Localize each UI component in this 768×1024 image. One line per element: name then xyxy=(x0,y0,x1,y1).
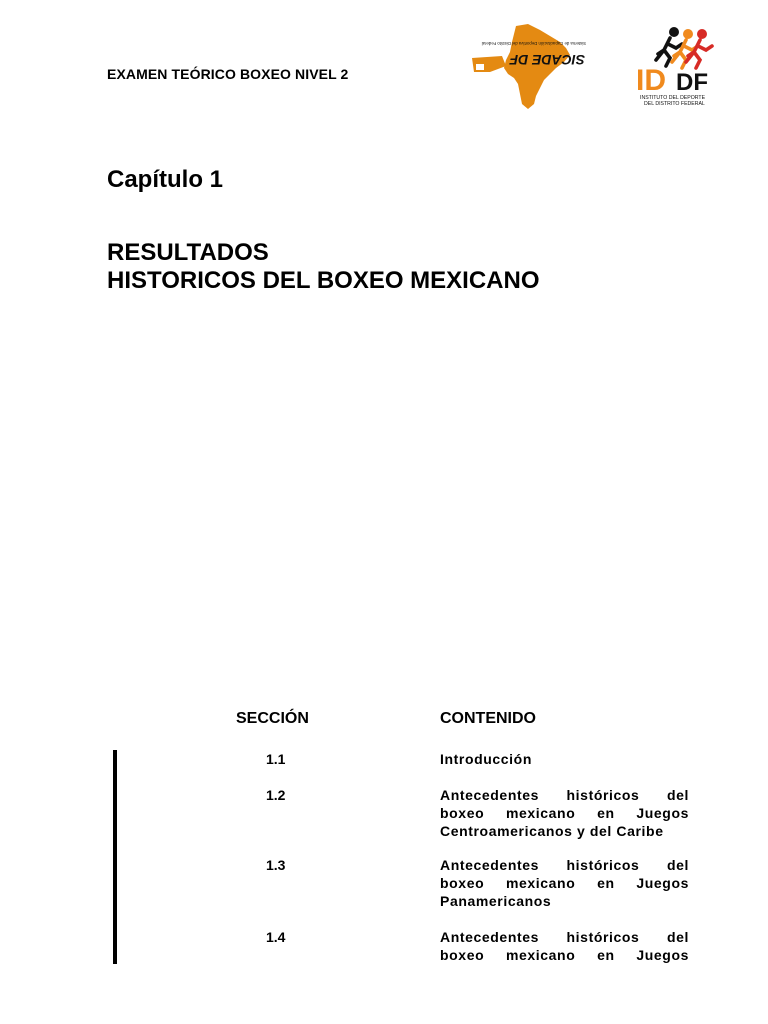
results-heading-line2: HISTORICOS DEL BOXEO MEXICANO xyxy=(107,267,540,294)
table-row-content: Antecedentes históricos del boxeo mexicano en Juegos xyxy=(440,929,689,963)
sicade-wordmark: SICADE DF xyxy=(509,52,585,68)
results-heading xyxy=(107,239,540,295)
iddf-logo xyxy=(630,24,720,112)
table-row-content: Introducción xyxy=(440,751,532,767)
table-row-section: 1.4 xyxy=(266,929,286,945)
table-left-rule xyxy=(113,750,117,964)
chapter-title: Capítulo 1 xyxy=(107,166,224,193)
sicade-logo xyxy=(466,22,596,112)
document-header-title: EXAMEN TEÓRICO BOXEO NIVEL 2 xyxy=(107,66,349,82)
table-row-section: 1.1 xyxy=(266,751,286,767)
table-row-section: 1.3 xyxy=(266,857,286,873)
sicade-tagline: Sistema de Capacitación Deportiva del Distrito Federal xyxy=(481,41,586,46)
iddf-initials-df: DF xyxy=(676,69,708,96)
table-row-content: Antecedentes históricos del boxeo mexicano en Juegos Panamericanos xyxy=(440,857,689,909)
table-row-content: Antecedentes históricos del boxeo mexicano en Juegos Centroamericanos y del Caribe xyxy=(440,787,689,839)
iddf-initials-id: ID xyxy=(636,64,666,97)
iddf-caption-line1: INSTITUTO DEL DEPORTE xyxy=(640,95,706,101)
results-heading-line1: RESULTADOS xyxy=(107,239,269,266)
content-column-header: CONTENIDO xyxy=(440,710,536,727)
runner-figures-icon xyxy=(656,27,712,68)
iddf-caption-line2: DEL DISTRITO FEDERAL xyxy=(644,101,705,107)
section-column-header: SECCIÓN xyxy=(236,710,309,727)
table-row-section: 1.2 xyxy=(266,787,286,803)
